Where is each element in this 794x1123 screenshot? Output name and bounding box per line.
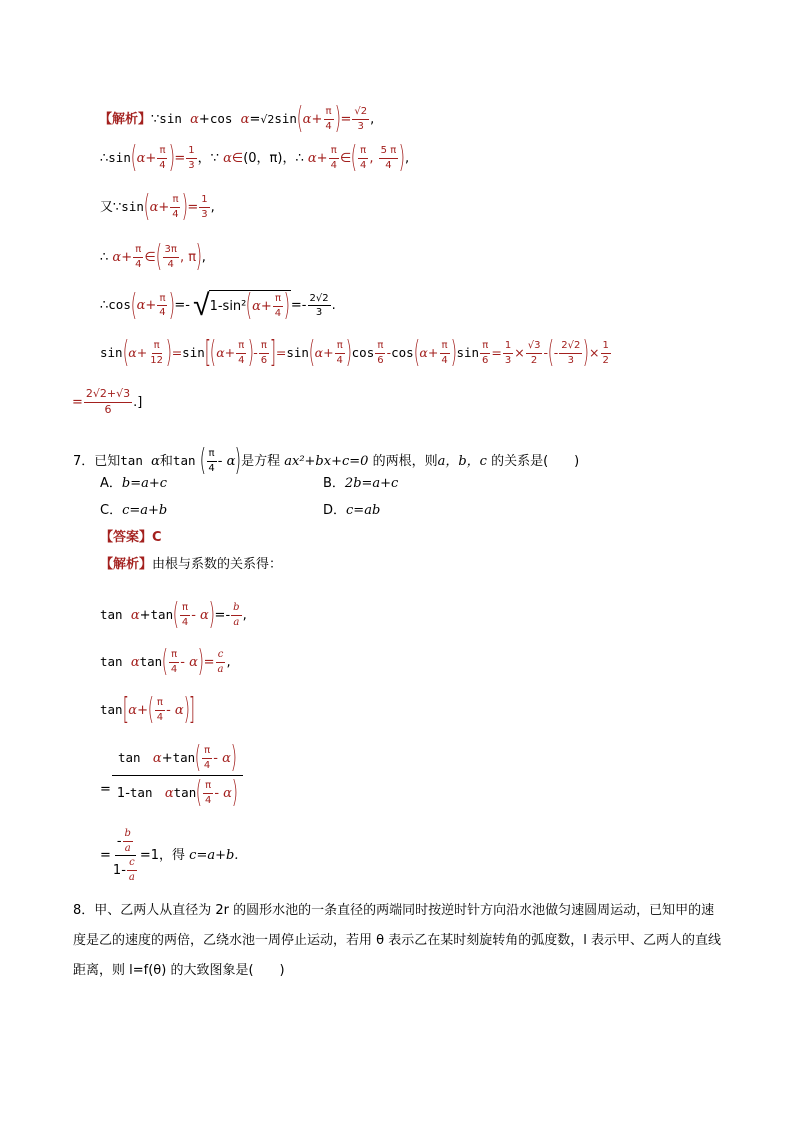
alpha-symbol: α: [136, 150, 146, 166]
sqrt2: √2: [260, 112, 275, 126]
left-paren: (: [296, 101, 304, 136]
fraction-5pi-4: 5 π 4: [380, 145, 397, 171]
plus-symbol: +: [137, 702, 148, 718]
alpha-symbol: α: [419, 344, 428, 360]
sol6-line-1: [99, 101, 375, 136]
fraction-2sqrt2-3: 2√2 3: [561, 340, 581, 366]
fraction-c-a: $\frac{c}{a}$: [217, 649, 224, 675]
radical-sign: √: [193, 287, 210, 323]
eq-symbol: =: [174, 298, 186, 313]
tan-text: tan: [100, 701, 123, 717]
left-paren: (: [130, 287, 137, 323]
end-mark: .]: [133, 394, 143, 410]
sin-text: sin: [100, 344, 123, 360]
fraction-pi-4: $\frac{\pi}{4}$: [159, 292, 166, 318]
alpha-symbol: α: [240, 111, 250, 127]
plus-symbol: +: [323, 344, 334, 360]
you-char: 又: [100, 199, 114, 215]
analysis-text: 由根与系数的关系得：: [152, 557, 283, 572]
in-symbol: ∈: [144, 249, 156, 265]
right-paren: ): [165, 335, 173, 370]
fraction-pi-4: $\frac{\pi}{4}$: [135, 244, 142, 270]
minus-symbol: -: [185, 298, 190, 313]
plus-symbol: +: [260, 298, 272, 314]
alpha-symbol: α: [190, 111, 199, 127]
q8-stem: 8．甲、乙两人从直径为 2r 的圆形水池的一条直径的两端同时按逆时针方向沿水池做匀速圆周运动，已知甲的速度是乙的速度的两倍，乙绕水池一周停止运动，若用 θ 表示乙在某时刻旋转角的弧度数，l 表示甲、乙两人的直线距离，则 l=f(θ) 的大致图象是( ): [73, 903, 721, 978]
right-bracket: ]: [269, 335, 277, 370]
left-paren: (: [161, 644, 169, 679]
fraction-1-3: $\frac{1}{3}$: [188, 145, 195, 171]
equation: ax²+bx+c=0: [284, 453, 369, 469]
fraction-pi-4: π 4: [170, 649, 178, 675]
interval-0-pi: (0，π): [243, 150, 283, 166]
cos-text: cos: [209, 110, 233, 126]
sin-text: sin: [108, 149, 131, 165]
sol6-line-6: [100, 335, 612, 370]
comma: ,: [370, 111, 375, 127]
plus-symbol: +: [158, 199, 170, 215]
therefore-symbol: ∴: [100, 249, 109, 265]
option-a-value: b=a+c: [121, 476, 168, 491]
fraction-1-3: $\frac{1}{3}$: [504, 340, 512, 366]
period: .: [331, 298, 336, 313]
conclusion-pre: =1，得: [139, 848, 186, 863]
sol6-line-4: [100, 239, 206, 274]
fraction-pi-4: $\frac{\pi}{4}$: [172, 194, 179, 220]
fraction-pi-6: $\frac{\pi}{6}$: [482, 340, 489, 366]
times-symbol: ×: [589, 344, 600, 360]
sol6-line-3: [100, 189, 215, 224]
fraction-2sqrt2-3: 2√2 3: [309, 292, 329, 318]
comma: ,: [242, 607, 247, 623]
alpha-symbol: α: [174, 702, 184, 718]
nested-numerator: - b a: [115, 828, 136, 856]
sin-text: sin: [274, 110, 297, 126]
fraction-pi-6: π 6: [377, 340, 384, 366]
plus-symbol: +: [136, 344, 148, 360]
right-paren: ): [398, 140, 406, 175]
minus-symbol: -: [386, 344, 392, 360]
answer-tag: 【答案】C: [100, 530, 162, 545]
alpha-symbol: α: [128, 702, 138, 718]
fraction-pi-4: π 4: [156, 697, 164, 723]
minus-symbol: -: [180, 654, 185, 670]
plus-symbol: +: [427, 344, 439, 360]
tan-text: tan: [100, 606, 123, 622]
left-paren: (: [147, 692, 155, 727]
alpha-symbol: α: [226, 453, 236, 469]
right-paren: ): [195, 239, 203, 274]
option-a-label: A．: [100, 476, 122, 491]
option-b[interactable]: [323, 477, 398, 490]
eq-symbol: =: [100, 848, 111, 863]
left-paren: (: [350, 140, 358, 175]
alpha-symbol: α: [200, 607, 209, 623]
eq-symbol: =: [171, 344, 183, 360]
q7-stem: [73, 443, 580, 478]
alpha-symbol: α: [130, 654, 140, 670]
alpha-symbol: α: [112, 249, 122, 265]
alpha-symbol: α: [189, 654, 198, 670]
fraction-pi-4: $\frac{\pi}{4}$: [330, 145, 337, 171]
cos-text: cos: [391, 344, 414, 360]
tan-text: tan: [150, 606, 174, 622]
because-symbol: ∵: [113, 199, 122, 215]
option-d-label: D．: [323, 503, 347, 518]
q7-prefix: 7．已知: [73, 453, 121, 469]
alpha-symbol: α: [136, 298, 146, 313]
eq-symbol: =: [72, 394, 83, 410]
alpha-symbol: α: [130, 607, 140, 623]
fraction-b-a: b a: [233, 602, 240, 628]
pi-symbol: π: [188, 249, 197, 265]
eq-symbol: =: [491, 344, 502, 360]
sin-text: sin: [159, 110, 182, 126]
q7-tail: 的两根，则: [372, 453, 438, 469]
eq-symbol: =: [249, 111, 261, 127]
tan-text: tan: [100, 653, 123, 669]
minus-symbol: -: [191, 607, 196, 623]
right-paren: ): [247, 335, 254, 370]
option-c-label: C．: [100, 503, 123, 518]
sin-text: sin: [182, 344, 205, 360]
nested-fraction: [111, 828, 140, 883]
comma: ,: [226, 654, 231, 670]
analysis-tag: 【解析】: [99, 111, 152, 127]
right-paren: ): [334, 101, 341, 136]
because-symbol: ∵: [151, 111, 160, 127]
fraction-pi-4: π 4: [181, 602, 189, 628]
right-paren: ): [168, 140, 175, 175]
eq-symbol: =: [203, 654, 215, 670]
tan-text: tan: [172, 452, 196, 468]
conclusion-value: c=a+b.: [189, 848, 239, 863]
comma: ，: [282, 150, 296, 166]
left-paren: (: [547, 335, 555, 370]
left-paren: (: [210, 335, 217, 370]
alpha-symbol: α: [216, 344, 225, 360]
alpha-symbol: α: [252, 298, 261, 314]
fraction-pi-12: $\frac{\pi}{12}$: [150, 340, 163, 366]
comma: ,: [179, 249, 185, 265]
left-bracket: [: [204, 335, 211, 370]
minus-symbol: -: [217, 453, 223, 469]
plus-symbol: +: [198, 111, 210, 127]
comma: ,: [201, 249, 206, 265]
eq-symbol: =: [290, 298, 302, 313]
sol6-line-7: [72, 388, 142, 416]
right-paren: ): [183, 692, 190, 727]
fraction-sqrt2-3: $\frac{√2}{3}$: [354, 106, 368, 132]
right-bracket: ]: [189, 692, 196, 727]
comma: ，: [197, 150, 211, 166]
cos-text: cos: [108, 297, 131, 313]
nested-denominator: 1 - c a: [112, 857, 135, 883]
plus-symbol: +: [145, 150, 157, 166]
q7-sum-line: [100, 597, 247, 632]
comma: ,: [369, 150, 374, 166]
fraction-pi-4: $\frac{\pi}{4}$: [325, 106, 332, 132]
eq-symbol: =: [275, 344, 287, 360]
eq-symbol: =: [100, 782, 111, 797]
minus-symbol: -: [225, 607, 231, 623]
therefore-symbol: ∴: [100, 298, 109, 313]
analysis-tag: 【解析】: [100, 557, 153, 572]
in-symbol: ∈: [231, 150, 244, 166]
q7-product-line: [100, 644, 231, 679]
alpha-symbol: α: [151, 453, 160, 469]
in-symbol: ∈: [339, 150, 352, 166]
plus-symbol: +: [311, 111, 323, 127]
sin-text: sin: [456, 344, 480, 360]
left-paren: (: [155, 239, 162, 274]
right-paren: ): [197, 644, 205, 679]
sin-text: sin: [121, 198, 144, 214]
option-c-value: c=a+b: [122, 503, 168, 518]
plus-symbol: +: [139, 607, 151, 623]
cos-text: cos: [351, 344, 375, 360]
option-b-label: B．: [323, 476, 345, 491]
fraction-1-2: $\frac{1}{2}$: [602, 340, 609, 366]
minus-symbol: -: [166, 702, 171, 718]
fraction-pi-4: $\frac{\pi}{4}$: [441, 340, 448, 366]
option-c[interactable]: [100, 504, 167, 517]
left-paren: (: [413, 335, 420, 370]
minus-symbol: -: [301, 298, 307, 313]
eq-symbol: =: [340, 111, 352, 127]
fraction-pi-4: $\frac{\pi}{4}$: [238, 340, 245, 366]
plus-symbol: +: [145, 298, 157, 313]
plus-symbol: +: [224, 344, 236, 360]
alpha-symbol: α: [302, 111, 312, 127]
times-symbol: ×: [514, 344, 525, 360]
right-paren: ): [450, 335, 457, 370]
q7-tail2: 的关系是( ): [491, 453, 580, 469]
plus-symbol: +: [316, 150, 328, 166]
right-paren: ): [345, 335, 353, 370]
denominator: 1 - tan α tan ( π 4 - α ): [116, 775, 239, 810]
eq-symbol: =: [214, 607, 226, 623]
sol6-line-5: [100, 287, 336, 323]
option-d-value: c=ab: [346, 503, 381, 518]
right-paren: ): [168, 287, 175, 323]
fraction-1-3: $\frac{1}{3}$: [201, 194, 208, 220]
numerator: tan α + tan ( π 4 - α ): [112, 743, 243, 776]
radicand: [209, 290, 291, 321]
comma: ,: [210, 199, 215, 215]
minus-symbol: -: [253, 344, 258, 360]
minus-symbol: -: [543, 344, 548, 360]
right-paren: ): [234, 443, 242, 478]
one-minus-sin2: 1-sin²: [209, 298, 247, 314]
therefore-symbol: ∴: [100, 150, 109, 166]
compound-fraction: [111, 740, 244, 810]
sin-text: sin: [286, 344, 309, 360]
alpha-symbol: α: [149, 199, 159, 215]
right-paren: ): [582, 335, 590, 370]
minus-symbol: -: [553, 344, 559, 360]
plus-symbol: +: [121, 249, 133, 265]
because-symbol: ∵: [210, 150, 219, 166]
is-eq-text: 是方程: [241, 453, 281, 469]
left-paren: (: [130, 140, 137, 175]
left-paren: (: [122, 335, 129, 370]
q7-answer: [100, 531, 162, 544]
comma: ,: [404, 150, 410, 166]
left-paren: (: [172, 597, 180, 632]
sol6-line-2: [100, 140, 410, 175]
eq-symbol: =: [174, 150, 186, 166]
fraction-pi-4: π 4: [208, 448, 215, 474]
fraction-result: $\frac{2√2+√3}{6}$: [85, 387, 131, 416]
left-paren: (: [143, 189, 150, 224]
alpha-symbol: α: [128, 344, 137, 360]
right-paren: ): [208, 597, 215, 632]
fraction-sqrt3-2: $\frac{√3}{2}$: [527, 340, 541, 366]
left-paren: (: [246, 288, 253, 323]
and-char: 和: [159, 453, 173, 469]
eq-symbol: =: [187, 199, 199, 215]
fraction-pi-4: π 4: [359, 145, 367, 171]
q7-big-fraction: [100, 740, 244, 810]
q7-conclusion: [100, 828, 238, 883]
right-paren: ): [181, 189, 188, 224]
q7-analysis: [100, 558, 282, 571]
alpha-symbol: α: [223, 150, 232, 166]
left-bracket: [: [122, 692, 129, 727]
option-a[interactable]: [100, 477, 167, 490]
left-paren: (: [199, 443, 206, 478]
q7-tan-sum-line: [100, 692, 196, 727]
fraction-pi-4: $\frac{\pi}{4}$: [274, 293, 282, 319]
alpha-symbol: α: [314, 344, 324, 360]
left-paren: (: [308, 335, 315, 370]
fraction-3pi-4: 3π 4: [164, 244, 177, 270]
fraction-pi-4: $\frac{\pi}{4}$: [159, 145, 166, 171]
tan-text: tan: [120, 452, 143, 468]
tan-text: tan: [139, 653, 163, 669]
vars: a，b，c: [437, 453, 487, 469]
fraction-pi-4: $\frac{\pi}{4}$: [336, 340, 343, 366]
alpha-symbol: α: [307, 150, 317, 166]
option-b-value: 2b=a+c: [344, 476, 399, 491]
therefore-symbol: ∴: [295, 150, 304, 166]
fraction-pi-6: π 6: [260, 340, 268, 366]
option-d[interactable]: [323, 504, 380, 517]
right-paren: ): [283, 288, 291, 323]
